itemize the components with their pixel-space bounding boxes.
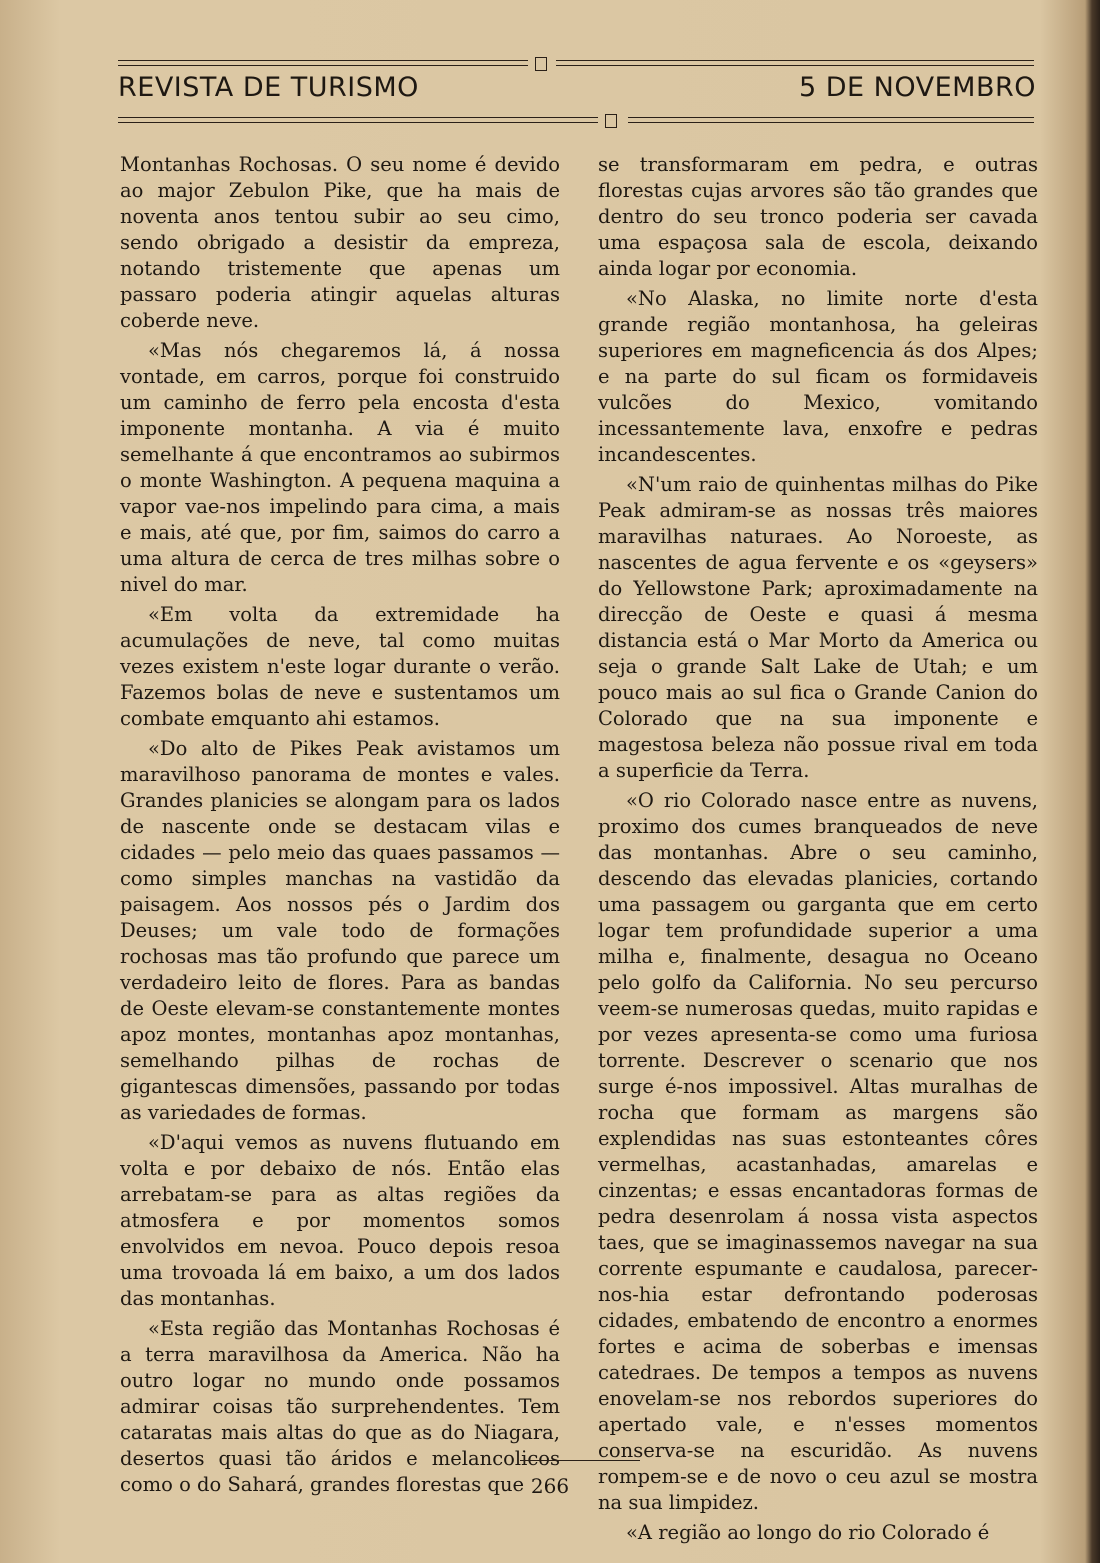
paragraph: «A região ao longo do rio Colorado é (626, 1521, 990, 1544)
header-top-rule-right (556, 60, 1034, 66)
footer-rule (520, 1460, 640, 1461)
left-column (120, 152, 560, 1502)
header-bottom-rule (118, 117, 598, 123)
paragraph: «N'um raio de quinhentas milhas do Pike Peak admiram-se as nossas três maiores maravilhas naturaes. Ao Noroeste, as nascentes de agua fervente e os «geysers» do Yellowstone Park; aproximadamente na direcção de Oeste e quasi á mesma distancia está o Mar Morto da America ou seja o grande Salt Lake de Utah; e um pouco mais ao sul fica o Grande Canion do Colorado que na sua imponente e magestosa beleza não possue rival em toda a superficie da Terra. (598, 473, 1038, 782)
paragraph: «D'aqui vemos as nuvens flutuando em volta e por debaixo de nós. Então elas arrebatam-se para as altas regiões da atmosfera e por momentos somos envolvidos em nevoa. Pouco depois resoa uma trovoada lá em baixo, a um dos lados das montanhas. (120, 1131, 560, 1310)
header-bottom-ornament (605, 114, 617, 128)
paragraph: se transformaram em pedra, e outras florestas cujas arvores são tão grandes que dentro do seu tronco poderia ser cavada uma espaçosa sala de escola, deixando ainda logar por economia. (598, 153, 1038, 280)
header-top-ornament (535, 57, 547, 71)
paragraph: «Em volta da extremidade ha acumulações de neve, tal como muitas vezes existem n'este logar durante o verão. Fazemos bolas de neve e sustentamos um combate emquanto ahi estamos. (120, 603, 560, 730)
magazine-title: REVISTA DE TURISMO (118, 72, 419, 103)
paragraph: Montanhas Rochosas. O seu nome é devido ao major Zebulon Pike, que ha mais de noventa anos tentou subir ao seu cimo, sendo obrigado a desistir da empreza, notando tristemente que apenas um passaro poderia atingir aquelas alturas coberde neve. (120, 153, 560, 332)
paragraph: «Esta região das Montanhas Rochosas é a terra maravilhosa da America. Não ha outro logar no mundo onde possamos admirar coisas tão surprehendentes. Tem cataratas mais altas do que as do Niagara, desertos quasi tão áridos e melancolicos como o do Sahará, grandes florestas que (120, 1317, 560, 1496)
right-column (598, 152, 1038, 1550)
paragraph: «No Alaska, no limite norte d'esta grande região montanhosa, ha geleiras superiores em magneficencia ás dos Alpes; e na parte do sul ficam os formidaveis vulcões do Mexico, vomitando incessantemente lava, enxofre e pedras incandescentes. (598, 287, 1038, 466)
paragraph: «Do alto de Pikes Peak avistamos um maravilhoso panorama de montes e vales. Grandes planicies se alongam para os lados de nascente onde se destacam vilas e cidades — pelo meio das quaes passamos — como simples manchas na vastidão da paisagem. Aos nossos pés o Jardim dos Deuses; um vale todo de formações rochosas mas tão profundo que parece um verdadeiro leito de flores. Para as bandas de Oeste elevam-se constantemente montes apoz montes, montanhas apoz montanhas, semelhando pilhas de rochas de gigantescas dimensões, passando por todas as variedades de formas. (120, 737, 560, 1124)
page-number: 266 (530, 1474, 570, 1498)
paragraph: «Mas nós chegaremos lá, á nossa vontade, em carros, porque foi construido um caminho de ferro pela encosta d'esta imponente montanha. A via é muito semelhante á que encontramos ao subirmos o monte Washington. A pequena maquina a vapor vae-nos impelindo para cima, a mais e mais, até que, por fim, saimos do carro a uma altura de cerca de tres milhas sobre o nivel do mar. (120, 339, 560, 596)
header-bottom-rule-right (628, 117, 1034, 123)
paragraph: «O rio Colorado nasce entre as nuvens, proximo dos cumes branqueados de neve das montanhas. Abre o seu caminho, descendo das elevadas planicies, cortando uma passagem ou garganta que em certo logar tem profundidade superior a uma milha e, finalmente, desagua no Oceano pelo golfo da California. No seu percurso veem-se numerosas quedas, muito rapidas e por vezes apresenta-se como uma furiosa torrente. Descrever o scenario que nos surge é-nos impossivel. Altas muralhas de rocha que formam as margens são explendidas nas suas estonteantes côres vermelhas, acastanhadas, amarelas e cinzentas; e essas encantadoras formas de pedra desenrolam á nossa vista aspectos taes, que se imaginassemos navegar na sua corrente espumante e caudalosa, parecer-nos-hia estar defrontando poderosas cidades, embatendo de encontro a enormes fortes e acima de soberbas e imensas catedraes. De tempos a tempos as nuvens enovelam-se nos rebordos superiores do apertado vale, e n'esses momentos conserva-se na escuridão. As nuvens rompem-se e de novo o ceu azul se mostra na sua limpidez. (598, 789, 1038, 1514)
header-top-rule (118, 60, 528, 66)
issue-date: 5 DE NOVEMBRO (798, 72, 1036, 103)
